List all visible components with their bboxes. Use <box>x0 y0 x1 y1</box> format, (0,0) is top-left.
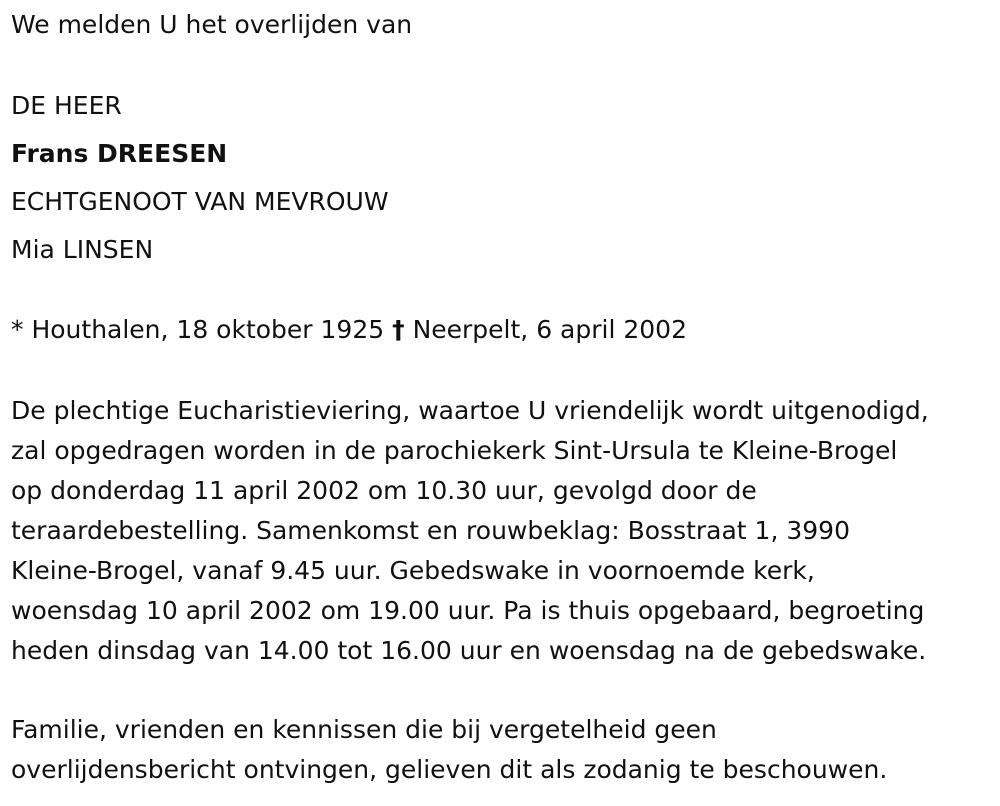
birth-info: * Houthalen, 18 oktober 1925 <box>11 315 385 344</box>
birth-death-dates <box>11 306 687 354</box>
deceased-name: Frans DREESEN <box>11 139 228 168</box>
closing-paragraph <box>11 710 996 790</box>
deceased-title: DE HEER <box>11 91 122 120</box>
ceremony-line: De plechtige Eucharistieviering, waartoe U vriendelijk wordt uitgenodigd, <box>11 396 929 425</box>
ceremony-line: Kleine-Brogel, vanaf 9.45 uur. Gebedswake in voornoemde kerk, <box>11 556 815 585</box>
ceremony-line: teraardebestelling. Samenkomst en rouwbeklag: Bosstraat 1, 3990 <box>11 516 850 545</box>
ceremony-line: heden dinsdag van 14.00 tot 16.00 uur en woensdag na de gebedswake. <box>11 636 927 665</box>
ceremony-line: woensdag 10 april 2002 om 19.00 uur. Pa is thuis opgebaard, begroeting <box>11 596 925 625</box>
cross-icon: † <box>392 315 405 344</box>
spouse-title: ECHTGENOOT VAN MEVROUW <box>11 187 389 216</box>
spouse-name: Mia LINSEN <box>11 235 154 264</box>
closing-line: overlijdensbericht ontvingen, gelieven dit als zodanig te beschouwen. <box>11 755 888 784</box>
ceremony-line: zal opgedragen worden in de parochiekerk Sint-Ursula te Kleine-Brogel <box>11 436 898 465</box>
intro-text: We melden U het overlijden van <box>11 10 413 39</box>
closing-line: Familie, vrienden en kennissen die bij vergetelheid geen <box>11 715 717 744</box>
ceremony-paragraph <box>11 391 996 671</box>
ceremony-line: op donderdag 11 april 2002 om 10.30 uur, gevolgd door de <box>11 476 757 505</box>
death-info: Neerpelt, 6 april 2002 <box>412 315 687 344</box>
